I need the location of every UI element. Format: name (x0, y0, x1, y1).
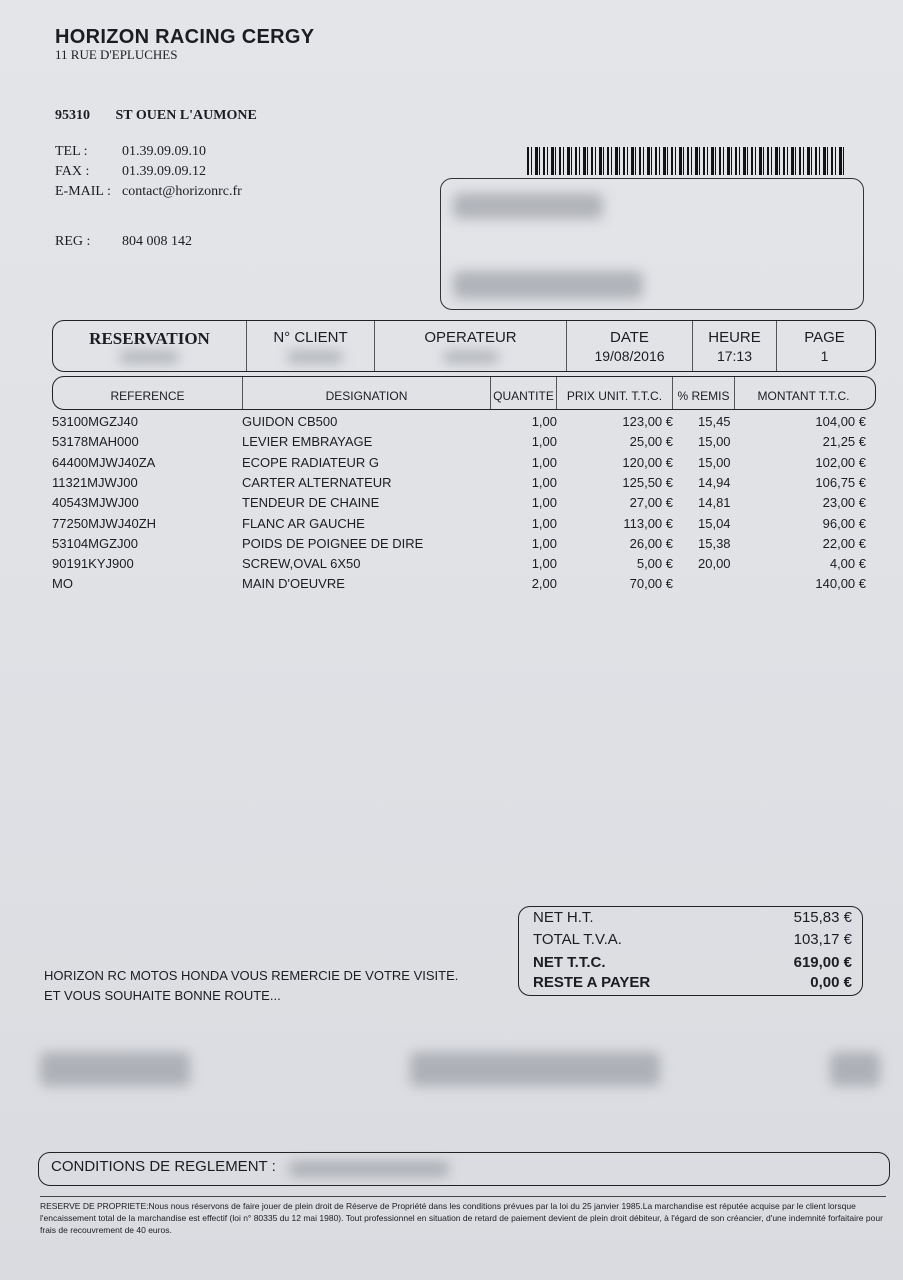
thanks-line-2: ET VOUS SOUHAITE BONNE ROUTE... (44, 988, 281, 1003)
cell-discount: 14,81 (698, 495, 731, 511)
redacted-operateur (443, 351, 499, 363)
total-tva (533, 931, 852, 948)
reste-value: 0,00 € (810, 974, 852, 991)
net-ht-label: NET H.T. (533, 909, 594, 926)
thanks-message (44, 966, 458, 1006)
cell-quantity: 1,00 (531, 515, 557, 531)
cell-designation: CARTER ALTERNATEUR (242, 474, 392, 490)
cell-unit-price: 120,00 € (622, 454, 673, 470)
customer-address-box (440, 178, 864, 310)
table-row (0, 556, 903, 576)
cell-unit-price: 5,00 € (636, 556, 673, 572)
page-value: 1 (820, 348, 829, 364)
cell-discount: 15,00 (698, 434, 731, 450)
col-remise: % REMIS (673, 377, 735, 409)
cell-quantity: 1,00 (531, 454, 557, 470)
cell-quantity: 1,00 (531, 495, 557, 511)
heure-cell (693, 321, 777, 371)
barcode (527, 147, 845, 175)
cell-quantity: 1,00 (531, 414, 557, 429)
operateur-label: OPERATEUR (424, 329, 517, 346)
cell-discount: 15,45 (698, 414, 731, 429)
client-cell (247, 321, 375, 371)
fine-print: RESERVE DE PROPRIETE:Nous nous réservons de faire jouer de plein droit de Réserve de Propriété dans les conditions prévues par la loi du 25 janvier 1985.La marchandise est réputée acquise par le client lorsque l'encaissement total de la marchandise est effectif (loi n° 80335 du 12 mai 1980). Tout professionnel en situation de retard de paiement devient de plein droit débiteur, à l'égard de son créancier, d'une indemnité forfaitaire pour frais de recouvrement de 40 euros. (40, 1196, 886, 1236)
cell-ref: 53178MAH000 (52, 434, 139, 450)
cell-amount: 23,00 € (822, 495, 866, 511)
cell-unit-price: 70,00 € (629, 576, 673, 592)
tva-value: 103,17 € (793, 931, 852, 948)
email-value: contact@horizonrc.fr (122, 184, 242, 199)
heure-value: 17:13 (716, 348, 753, 364)
cell-ref: 64400MJWJ40ZA (52, 454, 156, 470)
reservation-cell (53, 321, 247, 371)
cell-quantity: 2,00 (531, 576, 557, 592)
tel-label: TEL : (55, 144, 88, 159)
table-row (0, 516, 903, 536)
cell-amount: 21,25 € (822, 434, 866, 450)
cell-amount: 104,00 € (815, 414, 866, 429)
date-cell (567, 321, 693, 371)
ttc-value: 619,00 € (793, 954, 852, 971)
total-ttc (533, 954, 852, 971)
tva-label: TOTAL T.V.A. (533, 931, 622, 948)
column-headers (52, 376, 876, 410)
table-row (0, 536, 903, 556)
redacted-client (287, 351, 343, 363)
cell-ref: MO (52, 576, 73, 592)
cell-amount: 106,75 € (815, 474, 866, 490)
tel-value: 01.39.09.09.10 (122, 144, 206, 159)
cell-ref: 53100MGZJ40 (52, 414, 138, 429)
cell-discount: 15,04 (698, 515, 731, 531)
cell-ref: 11321MJWJ00 (52, 474, 138, 490)
company-city (55, 108, 257, 124)
document-header (52, 320, 876, 372)
redacted-name (453, 193, 603, 219)
table-row (0, 576, 903, 596)
table-row (0, 455, 903, 475)
reservation-label: RESERVATION (89, 329, 210, 348)
cell-amount: 96,00 € (822, 515, 866, 531)
col-montant: MONTANT T.T.C. (757, 389, 850, 403)
total-reste (533, 974, 852, 991)
reg-value: 804 008 142 (122, 234, 192, 249)
cell-unit-price: 26,00 € (629, 535, 673, 551)
cell-amount: 102,00 € (815, 454, 866, 470)
city-name: ST OUEN L'AUMONE (115, 108, 257, 123)
cell-designation: LEVIER EMBRAYAGE (242, 434, 373, 450)
redacted-conditions (289, 1161, 449, 1177)
cell-discount: 15,00 (698, 454, 731, 470)
redacted-band-2 (410, 1052, 660, 1086)
thanks-line-1: HORIZON RC MOTOS HONDA VOUS REMERCIE DE VOTRE VISITE. (44, 968, 459, 983)
cell-quantity: 1,00 (531, 535, 557, 551)
net-ht-value: 515,83 € (793, 909, 852, 926)
fax-label: FAX : (55, 164, 90, 179)
cell-ref: 77250MJWJ40ZH (52, 515, 157, 531)
col-reference: REFERENCE (53, 377, 243, 409)
redacted-band-1 (40, 1052, 190, 1086)
cell-unit-price: 113,00 € (623, 515, 673, 531)
fax-value: 01.39.09.09.12 (122, 164, 206, 179)
redacted-address (453, 271, 643, 299)
cell-amount: 140,00 € (815, 576, 866, 592)
postal-code: 95310 (55, 108, 90, 123)
cell-ref: 40543MJWJ00 (52, 495, 139, 511)
cell-unit-price: 25,00 € (629, 434, 673, 450)
cell-quantity: 1,00 (531, 434, 557, 450)
email-label: E-MAIL : (55, 184, 111, 199)
col-prix: PRIX UNIT. T.T.C. (557, 377, 673, 409)
heure-label: HEURE (708, 329, 761, 346)
cell-discount: 15,38 (698, 535, 731, 551)
cell-designation: GUIDON CB500 (242, 414, 338, 429)
cell-designation: FLANC AR GAUCHE (242, 515, 365, 531)
cell-designation: ECOPE RADIATEUR G (242, 454, 380, 470)
cell-discount: 14,94 (698, 474, 731, 490)
table-row (0, 495, 903, 515)
cell-designation: SCREW,OVAL 6X50 (242, 556, 361, 572)
cell-quantity: 1,00 (531, 474, 557, 490)
company-name: HORIZON RACING CERGY (55, 26, 315, 48)
cell-ref: 90191KYJ900 (52, 556, 134, 572)
client-label: N° CLIENT (273, 329, 348, 346)
cell-designation: MAIN D'OEUVRE (242, 576, 345, 592)
col-quantite: QUANTITE (491, 377, 557, 409)
reg-label: REG : (55, 234, 91, 249)
cell-unit-price: 123,00 € (622, 414, 673, 429)
table-row (0, 434, 903, 454)
cell-quantity: 1,00 (531, 556, 557, 572)
total-net-ht (533, 909, 852, 926)
date-value: 19/08/2016 (594, 348, 665, 364)
cell-unit-price: 125,50 € (622, 474, 673, 490)
conditions-box (38, 1152, 890, 1186)
cell-amount: 4,00 € (829, 556, 866, 572)
date-label: DATE (610, 329, 649, 346)
page-cell (777, 321, 872, 371)
table-row (0, 475, 903, 495)
page-label: PAGE (804, 329, 845, 346)
conditions-label: CONDITIONS DE REGLEMENT : (51, 1158, 276, 1175)
ttc-label: NET T.T.C. (533, 954, 606, 971)
cell-designation: POIDS DE POIGNEE DE DIRE (242, 535, 424, 551)
cell-discount: 20,00 (698, 556, 731, 572)
operateur-cell (375, 321, 567, 371)
cell-amount: 22,00 € (822, 535, 866, 551)
reste-label: RESTE A PAYER (533, 974, 651, 991)
company-street: 11 RUE D'EPLUCHES (55, 47, 178, 62)
totals-box (518, 906, 863, 996)
redacted-band-3 (830, 1052, 880, 1086)
table-row (0, 414, 903, 434)
cell-designation: TENDEUR DE CHAINE (242, 495, 380, 511)
col-designation: DESIGNATION (243, 377, 491, 409)
redacted-reservation (119, 351, 179, 363)
cell-ref: 53104MGZJ00 (52, 535, 138, 551)
cell-unit-price: 27,00 € (629, 495, 673, 511)
